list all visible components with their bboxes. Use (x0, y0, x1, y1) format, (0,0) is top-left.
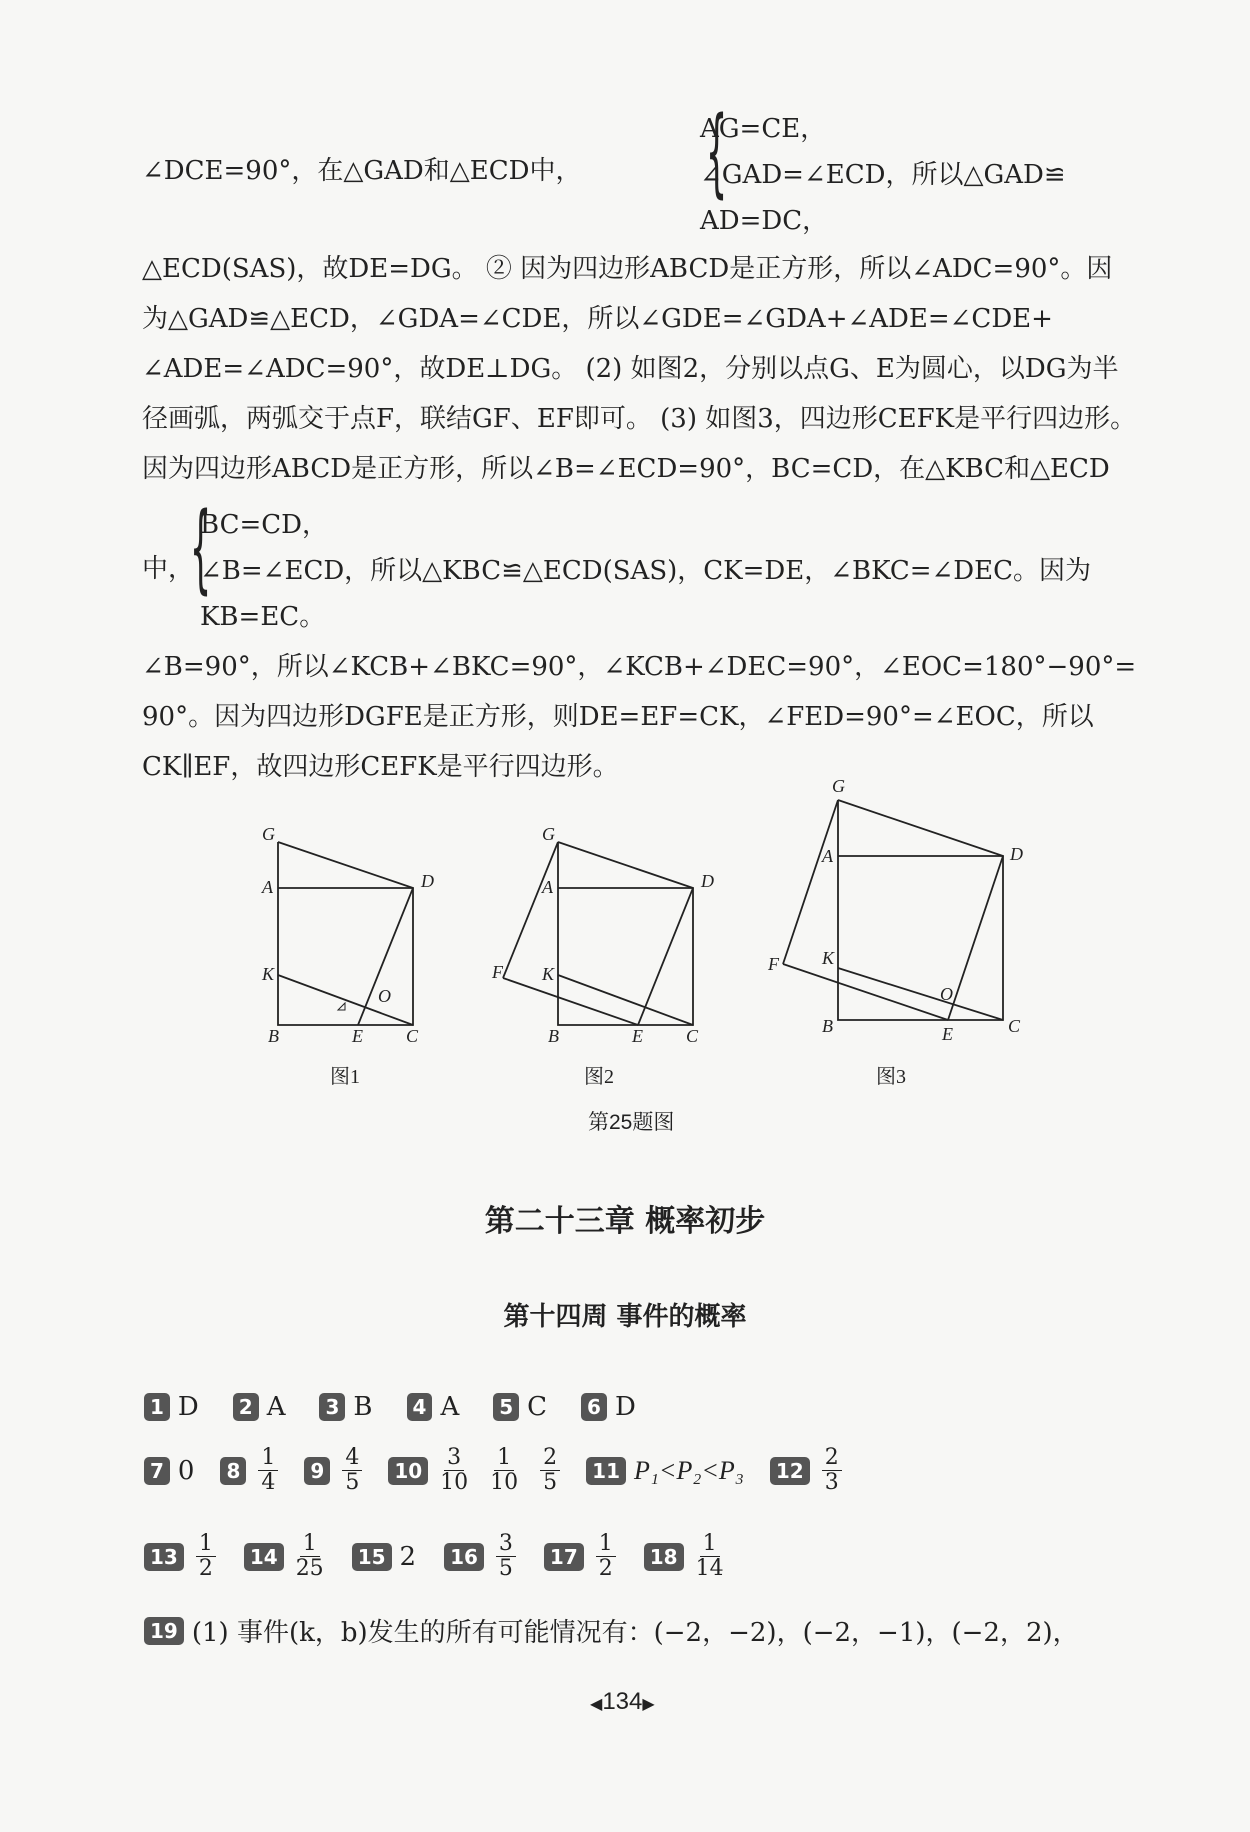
fraction: $\frac{3}{10}$ (440, 1445, 469, 1495)
question-number-badge: 5 (493, 1393, 519, 1421)
point-label-o: O (378, 986, 391, 1006)
left-brace: { (189, 492, 212, 604)
figure-3 (767, 776, 1023, 1044)
brace1-pre: ∠DCE=90°，在△GAD和△ECD中， (142, 156, 582, 186)
chapter-title: 第二十三章 概率初步 (484, 1204, 766, 1239)
fraction: $\frac{1}{2}$ (596, 1532, 616, 1581)
question-number-badge: 11 (586, 1457, 626, 1485)
answer-text: A (266, 1392, 286, 1422)
answer-text: (1) 事件(k，b)发生的所有可能情况有：(−2，−2)，(−2，−1)，(−2，2)， (191, 1618, 1079, 1648)
point-label-c: C (1008, 1016, 1021, 1036)
answer-text: C (527, 1392, 548, 1422)
para1-line: 径画弧，两弧交于点F，联结GF、EF即可。 (3) 如图3，四边形CEFK是平行四边形。 (142, 404, 1137, 434)
question-number-badge: 2 (233, 1393, 259, 1421)
fraction: $\frac{3}{5}$ (496, 1532, 516, 1581)
figure-2 (491, 824, 714, 1046)
answer-text: D (614, 1392, 636, 1422)
question-number-badge: 19 (144, 1617, 184, 1645)
fraction: $\frac{1}{14}$ (695, 1531, 724, 1581)
point-label-b: B (268, 1026, 279, 1046)
point-label-g: G (832, 776, 845, 796)
point-label-d: D (421, 871, 434, 891)
question-number-badge: 3 (319, 1393, 345, 1421)
question-number-badge: 14 (244, 1543, 284, 1571)
question-number-badge: 6 (581, 1393, 607, 1421)
point-label-g: G (262, 824, 275, 844)
para1-line: △ECD(SAS)，故DE=DG。 ② 因为四边形ABCD是正方形，所以∠ADC=90°。因 (142, 254, 1113, 284)
question-number-badge: 16 (444, 1543, 484, 1571)
question-number-badge: 12 (770, 1457, 810, 1485)
brace2-lines: BC=CD， ∠B=∠ECD，所以△KBC≌△ECD(SAS)，CK=DE，∠BKC=∠DEC。因为 KB=EC。 (200, 510, 1091, 632)
fraction: $\frac{1}{2}$ (196, 1532, 216, 1581)
answer-row-2 (144, 1446, 846, 1495)
point-label-b: B (548, 1026, 559, 1046)
fraction: $\frac{1}{10}$ (490, 1445, 519, 1495)
brace1-lines: AG=CE， ∠GAD=∠ECD，所以△GAD≌ AD=DC， (700, 114, 1066, 236)
answer-row-3 (144, 1532, 728, 1581)
answer-text: P₁<P₂<P₃ (634, 1455, 744, 1485)
point-label-g: G (542, 824, 555, 844)
answer-text: A (440, 1392, 460, 1422)
page-number: ◀134▶ (590, 1688, 655, 1715)
question-19 (144, 1612, 1079, 1649)
answer-text: B (353, 1392, 373, 1422)
point-label-k: K (542, 964, 555, 984)
fraction: $\frac{1}{4}$ (258, 1446, 278, 1495)
fraction: $\frac{4}{5}$ (342, 1446, 362, 1495)
point-label-f: F (768, 954, 779, 974)
point-label-f: F (492, 962, 503, 982)
para1-line: ∠ADE=∠ADC=90°，故DE⊥DG。 (2) 如图2，分别以点G、E为圆心，以DG为半 (142, 354, 1119, 384)
question-number-badge: 17 (544, 1543, 584, 1571)
point-label-o: O (940, 984, 953, 1004)
answer-row-1 (144, 1392, 636, 1422)
fraction: $\frac{2}{3}$ (822, 1446, 842, 1495)
question-number-badge: 15 (352, 1543, 392, 1571)
point-label-b: B (822, 1016, 833, 1036)
point-label-d: D (701, 871, 714, 891)
question-number-badge: 8 (220, 1457, 246, 1485)
fraction: $\frac{2}{5}$ (540, 1446, 560, 1495)
figure-1 (261, 824, 434, 1046)
question-number-badge: 7 (144, 1457, 170, 1485)
left-brace: { (705, 96, 728, 208)
question-number-badge: 10 (388, 1457, 428, 1485)
point-label-a: A (542, 877, 553, 897)
week-title: 第十四周 事件的概率 (503, 1302, 747, 1332)
point-label-e: E (632, 1026, 643, 1046)
para2-line: CK∥EF，故四边形CEFK是平行四边形。 (142, 752, 619, 782)
point-label-k: K (262, 964, 275, 984)
question-number-badge: 13 (144, 1543, 184, 1571)
question-number-badge: 4 (407, 1393, 433, 1421)
point-label-a: A (822, 846, 833, 866)
point-label-a: A (262, 877, 273, 897)
question-number-badge: 18 (644, 1543, 684, 1571)
figure-caption: 第25题图 (588, 1111, 675, 1134)
point-label-k: K (822, 948, 835, 968)
point-label-e: E (352, 1026, 363, 1046)
answer-text: 0 (177, 1455, 195, 1486)
para2-line: ∠B=90°，所以∠KCB+∠BKC=90°，∠KCB+∠DEC=90°，∠EOC=180°−90°= (142, 652, 1137, 682)
point-label-c: C (406, 1026, 419, 1046)
answer-text: 2 (399, 1541, 417, 1572)
para2-line: 90°。因为四边形DGFE是正方形，则DE=EF=CK，∠FED=90°=∠EOC，所以 (142, 702, 1094, 732)
para1-line: 为△GAD≌△ECD，∠GDA=∠CDE，所以∠GDE=∠GDA+∠ADE=∠CDE+ (142, 304, 1053, 334)
fraction: $\frac{1}{25}$ (295, 1531, 324, 1581)
figure-2-label: 图2 (584, 1066, 614, 1088)
figure-25 (0, 770, 1250, 1100)
question-number-badge: 9 (304, 1457, 330, 1485)
question-number-badge: 1 (144, 1393, 170, 1421)
answer-text: D (177, 1392, 199, 1422)
figure-3-label: 图3 (876, 1066, 906, 1088)
brace2-pre: 中， (142, 554, 195, 584)
point-label-c: C (686, 1026, 699, 1046)
figure-1-label: 图1 (330, 1066, 360, 1088)
point-label-d: D (1010, 844, 1023, 864)
para1-line: 因为四边形ABCD是正方形，所以∠B=∠ECD=90°，BC=CD，在△KBC和△ECD (142, 454, 1110, 484)
point-label-e: E (942, 1024, 953, 1044)
